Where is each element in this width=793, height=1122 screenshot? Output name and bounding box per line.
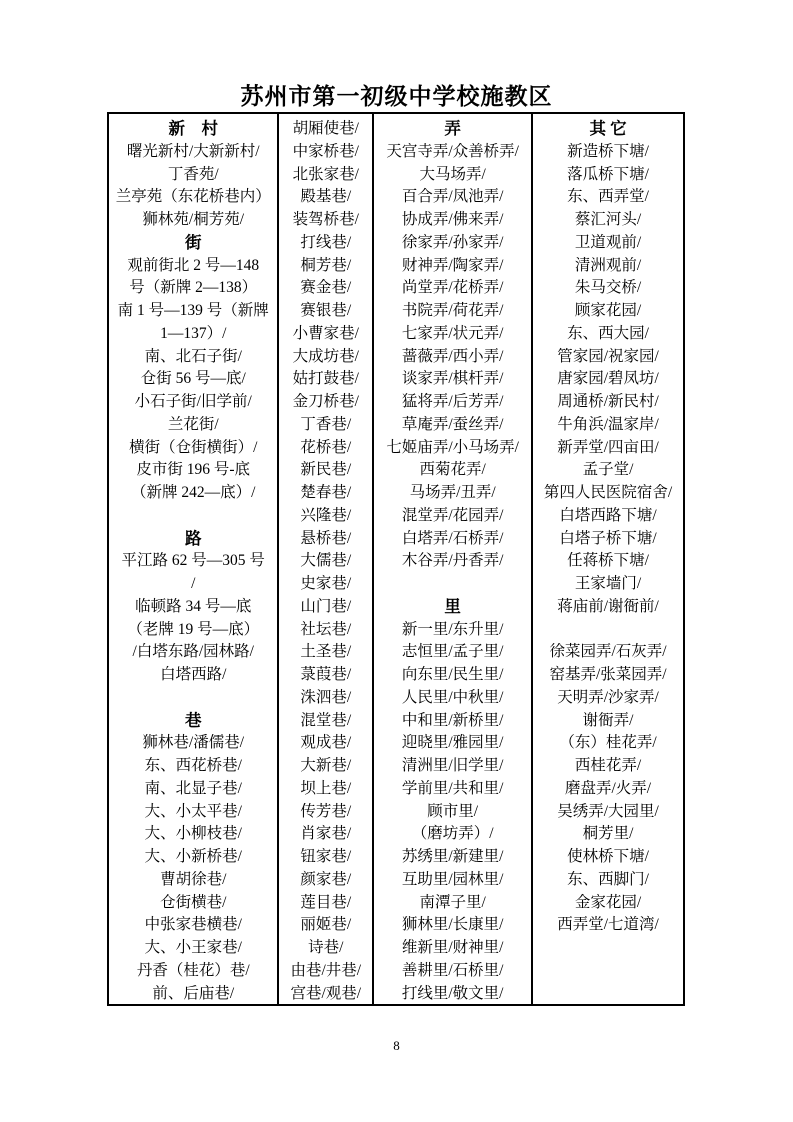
address-line: 坝上巷/	[300, 779, 352, 797]
address-line: 孟子堂/	[582, 461, 634, 479]
address-line: /	[191, 575, 196, 592]
address-line: 诗巷/	[308, 939, 344, 956]
address-line: 善耕里/石桥里/	[401, 961, 504, 979]
address-line: 南潭子里/	[419, 893, 486, 911]
address-line: 菉葭巷/	[300, 666, 352, 683]
address-line: 金家花园/	[574, 893, 642, 911]
address-line: 狮林里/长康里/	[401, 916, 504, 934]
address-line: 桐芳里/	[582, 825, 634, 843]
address-line: 土圣巷/	[300, 643, 352, 661]
address-line: 迎晓里/雅园里/	[401, 734, 504, 752]
address-line: 山门巷/	[300, 597, 352, 615]
address-line: 小曹家巷/	[292, 324, 359, 342]
address-line: 新民巷/	[300, 461, 352, 479]
address-line: 曙光新村/大新新村/	[126, 142, 260, 160]
table-column-qita	[533, 114, 683, 1004]
address-line: 小石子街/旧学前/	[134, 393, 252, 410]
table-column-xiang-continued	[279, 114, 374, 1004]
address-line: 花桥巷/	[300, 438, 352, 456]
blank-line	[109, 687, 277, 710]
address-line: 兰花街/	[167, 415, 219, 433]
page-number: 8	[393, 1038, 400, 1053]
address-line: 谢衙弄/	[582, 711, 634, 729]
address-line: 胡厢使巷/	[292, 120, 359, 137]
address-line: 尚堂弄/花桥弄/	[401, 279, 504, 297]
address-line: 赛银巷/	[300, 302, 352, 319]
address-line: 殿基巷/	[300, 188, 352, 206]
address-line: 吴绣弄/大园里/	[557, 802, 659, 820]
address-line: 南、北石子街/	[144, 347, 242, 365]
address-line: 白塔子桥下塘/	[559, 529, 657, 547]
address-line: 1—137）/	[160, 324, 227, 342]
address-line: （东）桂花弄/	[559, 734, 657, 752]
address-line: 大、小柳枝巷/	[144, 825, 242, 843]
section-header: 其 它	[589, 119, 627, 138]
address-line: 猛将弄/后芳弄/	[401, 393, 504, 410]
address-line: 西桂花弄/	[574, 757, 642, 774]
address-line: 仓街 56 号—底/	[140, 370, 246, 388]
section-header: 街	[184, 232, 202, 252]
address-line: 东、西大园/	[567, 324, 649, 342]
address-line: 楚春巷/	[300, 484, 352, 501]
table-column-xincun-jie-lu-xiang	[109, 114, 279, 1004]
address-line: 宫巷/观巷/	[290, 984, 362, 1002]
address-line: 由巷/井巷/	[290, 961, 362, 979]
address-line: 社坛巷/	[300, 620, 352, 638]
address-line: 清洲里/旧学里/	[401, 757, 504, 774]
address-line: 丁香苑/	[167, 165, 219, 183]
address-line: 北张家巷/	[292, 165, 359, 183]
address-line: 兴隆巷/	[300, 506, 352, 524]
address-line: 七家弄/状元弄/	[401, 324, 504, 342]
address-line: 赛金巷/	[300, 279, 352, 297]
address-line: 大、小太平巷/	[144, 802, 242, 820]
address-line: 大、小王家巷/	[144, 939, 242, 956]
address-line: 混堂弄/花园弄/	[401, 506, 504, 524]
address-line: 东、西花桥巷/	[144, 757, 242, 774]
address-line: 白塔西路/	[160, 666, 227, 683]
address-line: 七姬庙弄/小马场弄/	[386, 438, 519, 456]
address-line: 丽姬巷/	[300, 916, 352, 934]
address-line: 中家桥巷/	[292, 142, 359, 160]
address-line: 肖家巷/	[300, 825, 352, 843]
address-line: 新弄堂/四亩田/	[557, 438, 659, 456]
address-line: 前、后庙巷/	[152, 984, 235, 1002]
address-line: 蔡汇河头/	[574, 211, 642, 228]
address-line: 大儒巷/	[300, 552, 352, 570]
address-line: 谈家弄/棋杆弄/	[401, 370, 504, 388]
page-title: 苏州市第一初级中学校施教区	[240, 83, 553, 109]
address-line: 清洲观前/	[574, 256, 642, 274]
address-line: 观前街北 2 号—148	[127, 256, 260, 274]
address-line: （新牌 242—底）/	[131, 484, 256, 501]
address-line: 桐芳巷/	[300, 256, 352, 274]
address-line: （磨坊弄）/	[411, 825, 494, 843]
address-line: 徐菜园弄/石灰弄/	[549, 643, 667, 661]
address-line: 财神弄/陶家弄/	[401, 256, 504, 274]
address-line: 打线里/敬文里/	[401, 984, 504, 1002]
address-line: 平江路 62 号—305 号	[121, 552, 265, 570]
blank-line	[533, 619, 683, 642]
address-line: 大马场弄/	[419, 165, 486, 183]
address-line: 白塔弄/石桥弄/	[401, 529, 504, 547]
address-line: 任蒋桥下塘/	[567, 552, 649, 570]
address-line: 南 1 号—139 号（新牌	[117, 302, 269, 319]
address-line: 临顿路 34 号—底	[135, 597, 252, 615]
address-line: 百合弄/凤池弄/	[401, 188, 504, 206]
address-line: 落瓜桥下塘/	[567, 165, 649, 183]
address-line: 学前里/共和里/	[401, 779, 504, 797]
address-line: 互助里/园林里/	[401, 870, 504, 888]
address-line: 管家园/祝家园/	[557, 347, 659, 365]
address-line: 号（新牌 2—138）	[129, 279, 258, 297]
blank-line	[109, 505, 277, 528]
blank-line	[374, 573, 531, 596]
address-line: 志恒里/孟子里/	[401, 643, 504, 661]
address-line: 徐家弄/孙家弄/	[401, 233, 504, 251]
address-line: 中张家巷横巷/	[144, 916, 242, 934]
address-line: 木谷弄/丹香弄/	[401, 552, 504, 570]
address-line: 蔷薇弄/西小弄/	[401, 347, 504, 365]
address-line: 史家巷/	[300, 575, 352, 592]
address-line: 新一里/东升里/	[401, 620, 504, 638]
address-line: 窑基弄/张菜园弄/	[549, 666, 667, 683]
address-line: 协成弄/佛来弄/	[401, 211, 504, 228]
address-line: 大成坊巷/	[292, 347, 359, 365]
address-line: 装驾桥巷/	[292, 211, 359, 228]
section-header: 巷	[184, 710, 202, 730]
address-line: 牛角浜/温家岸/	[557, 415, 659, 433]
section-header: 新 村	[168, 119, 218, 138]
address-line: 唐家园/碧凤坊/	[557, 370, 659, 388]
address-line: 横街（仓街横街）/	[129, 438, 258, 456]
address-line: 卫道观前/	[574, 233, 642, 251]
address-line: 使林桥下塘/	[567, 848, 649, 865]
address-line: 西弄堂/七道湾/	[557, 916, 659, 934]
address-line: （老牌 19 号—底）	[127, 620, 260, 638]
address-line: /白塔东路/园林路/	[132, 643, 254, 661]
address-line: 大、小新桥巷/	[144, 848, 242, 865]
address-line: 姑打鼓巷/	[292, 370, 359, 388]
section-header: 里	[444, 596, 461, 616]
address-line: 周通桥/新民村/	[557, 393, 659, 410]
address-line: 观成巷/	[300, 734, 352, 752]
address-line: 钮家巷/	[300, 848, 352, 865]
address-line: 维新里/财神里/	[401, 939, 504, 956]
address-line: 王家墙门/	[574, 575, 642, 592]
address-line: 打线巷/	[300, 233, 352, 251]
address-line: 书院弄/荷花弄/	[401, 302, 504, 319]
address-line: 传芳巷/	[300, 802, 352, 820]
address-line: 天明弄/沙家弄/	[557, 688, 659, 706]
address-line: 仓街横巷/	[160, 893, 227, 911]
address-line: 马场弄/丑弄/	[409, 484, 496, 501]
address-line: 皮市街 196 号-底	[136, 461, 251, 479]
address-line: 颜家巷/	[300, 870, 352, 888]
address-line: 顾市里/	[427, 802, 479, 820]
address-line: 新造桥下塘/	[567, 142, 649, 160]
address-line: 第四人民医院宿舍/	[543, 484, 673, 501]
address-line: 蒋庙前/谢衙前/	[557, 597, 659, 615]
address-line: 向东里/民生里/	[401, 666, 504, 683]
address-line: 顾家花园/	[574, 302, 642, 319]
address-line: 人民里/中秋里/	[401, 688, 504, 706]
address-line: 磨盘弄/火弄/	[565, 779, 652, 797]
section-header: 路	[184, 528, 202, 548]
address-line: 兰亭苑（东花桥巷内）	[115, 188, 271, 206]
address-line: 中和里/新桥里/	[401, 711, 504, 729]
address-line: 狮林巷/潘儒巷/	[142, 734, 245, 752]
address-line: 曹胡徐巷/	[160, 870, 227, 888]
section-header: 弄	[444, 119, 461, 138]
enrollment-table	[107, 112, 685, 1006]
address-line: 悬桥巷/	[300, 529, 352, 547]
table-column-nong-li	[374, 114, 533, 1004]
address-line: 丁香巷/	[300, 415, 352, 433]
address-line: 丹香（桂花）巷/	[136, 961, 250, 979]
address-line: 东、西弄堂/	[567, 188, 649, 206]
address-line: 草庵弄/蚕丝弄/	[401, 415, 504, 433]
address-line: 苏绣里/新建里/	[401, 848, 504, 865]
address-line: 天宫寺弄/众善桥弄/	[386, 142, 519, 160]
address-line: 洙泗巷/	[300, 688, 352, 706]
address-line: 西菊花弄/	[419, 461, 486, 479]
address-line: 混堂巷/	[300, 711, 352, 729]
address-line: 白塔西路下塘/	[559, 506, 657, 524]
address-line: 大新巷/	[300, 757, 352, 774]
address-line: 南、北显子巷/	[144, 779, 242, 797]
address-line: 金刀桥巷/	[292, 393, 359, 410]
address-line: 朱马交桥/	[574, 279, 642, 297]
address-line: 莲目巷/	[300, 893, 352, 911]
address-line: 东、西脚门/	[567, 870, 649, 888]
address-line: 狮林苑/桐芳苑/	[142, 211, 245, 228]
